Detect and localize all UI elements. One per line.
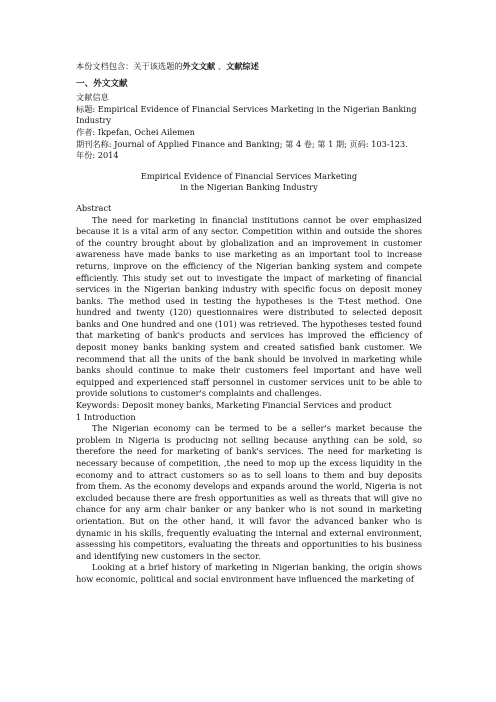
introduction-paragraph-2: Looking at a brief history of marketing in Nigerian banking, the origin shows how economic, political and social environment have influenced the marketing of xyxy=(76,562,422,584)
intro-separator: 、 xyxy=(215,61,227,71)
intro-prefix: 本份文档包含：关于该选题的 xyxy=(76,61,183,71)
paper-title-line-1: Empirical Evidence of Financial Services Marketing xyxy=(140,170,358,181)
spacer xyxy=(76,162,422,171)
abstract-heading: Abstract xyxy=(76,202,112,213)
section-heading: 一、外文文献 xyxy=(76,78,128,89)
keywords-line: Keywords: Deposit money banks, Marketing Financial Services and product xyxy=(76,400,392,411)
introduction-heading: 1 Introduction xyxy=(76,411,136,422)
intro-bold-foreign-literature: 外文文献 xyxy=(182,61,216,71)
info-label: 文献信息 xyxy=(76,92,109,103)
info-journal: 期刊名称: Journal of Applied Finance and Banking; 第 4 卷; 第 1 期; 页码: 103-123. xyxy=(76,138,408,149)
abstract-paragraph: The need for marketing in financial institutions cannot be over emphasized because it is a vital arm of any sector. Competition within and outside the shores of the country brought about by globalization and an improvement in customer awareness have made banks to use marketing as an important tool to increase returns, improve on the efficiency of the Nigerian banking system and compete efficiently. This study set out to investigate the impact of marketing of financial services in the Nigerian banking industry with specific focus on deposit money banks. The method used in testing the hypotheses is the T-test method. One hundred and twenty (120) questionnaires were distributed to selected deposit banks and One hundred and one (101) was retrieved. The hypotheses tested found that marketing of bank's products and services has improved the efficiency of deposit money banks banking system and created satisfied bank customer. We recommend that all the units of the bank should be involved in marketing while banks should continue to make their customers feel important and have well equipped and experienced staff personnel in customer services unit to be able to provide solutions to customer's complaints and challenges. xyxy=(76,214,422,399)
intro-line xyxy=(76,61,422,73)
document-body xyxy=(76,61,422,586)
introduction-paragraph-1: The Nigerian economy can be termed to be a seller's market because the problem in Nigeria is producing not selling because anything can be sold, so therefore the need for marketing of bank's services. The need for marketing is necessary because of competition, ,the need to mop up the excess liquidity in the economy and to attract customers so as to sell loans to them and buy deposits from them. As the economy develops and expands around the world, Nigeria is not excluded because there are fresh opportunities as well as threats that will give no chance for any arm chair banker or any banker who is not sound in marketing orientation. But on the other hand, it will favor the advanced banker who is dynamic in his skills, frequently evaluating the internal and external environment, assessing his competitors, evaluating the threats and opportunities to his business and identifying new customers in the sector. xyxy=(76,423,422,561)
info-year: 年份: 2014 xyxy=(76,150,119,161)
info-title: 标题: Empirical Evidence of Financial Services Marketing in the Nigerian Banking Industry xyxy=(76,103,417,126)
paper-title-line-2: in the Nigerian Banking Industry xyxy=(180,182,318,193)
info-author: 作者: Ikpefan, Ochei Ailemen xyxy=(76,126,195,137)
intro-bold-literature-review: 文献综述 xyxy=(226,61,259,71)
spacer xyxy=(76,194,422,203)
